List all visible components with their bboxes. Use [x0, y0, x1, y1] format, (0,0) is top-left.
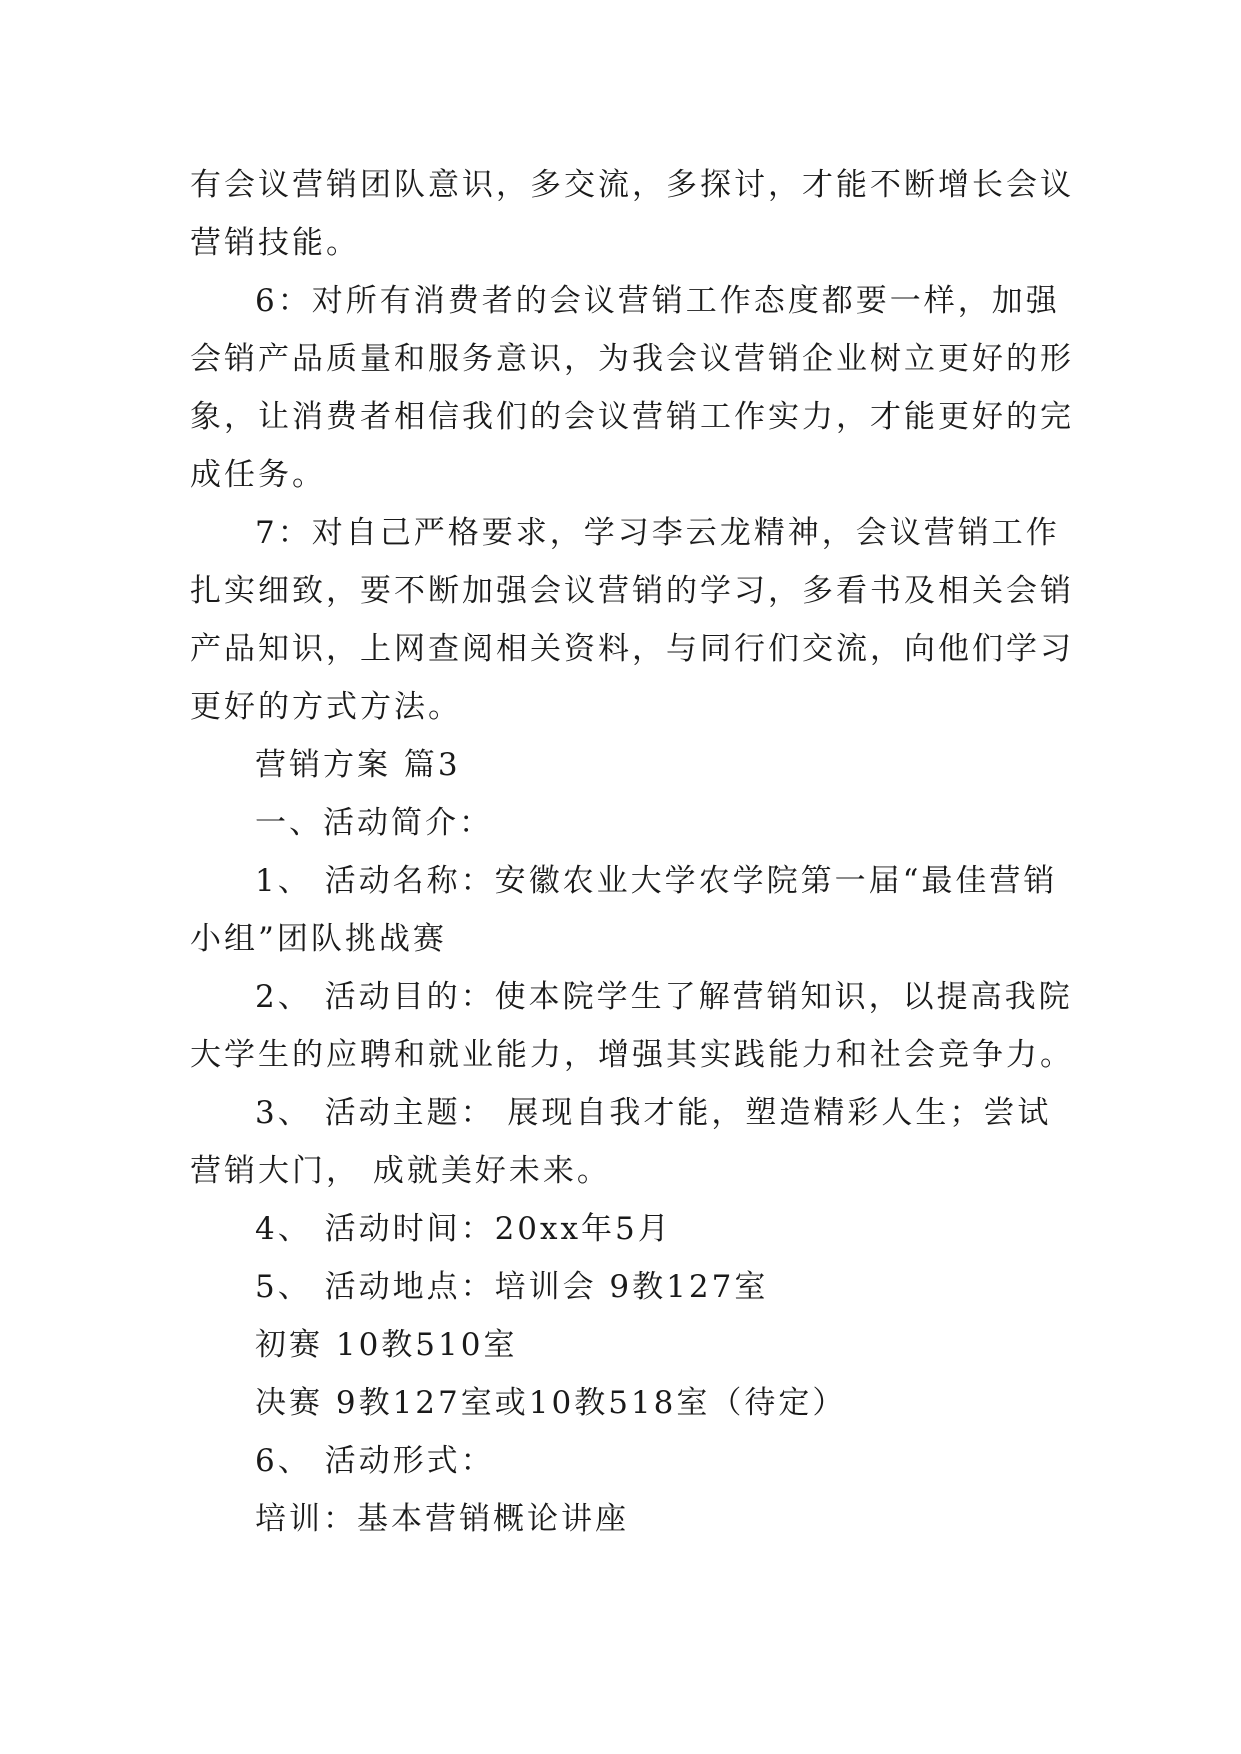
- list-item-line: 1、 活动名称：安徽农业大学农学院第一届“最佳营销: [255, 863, 1058, 899]
- list-item-line: 6、 活动形式：: [255, 1443, 495, 1479]
- list-item-line: 3、 活动主题： 展现自我才能，塑造精彩人生；尝试: [255, 1095, 1052, 1131]
- paragraph-line: 更好的方式方法。: [190, 689, 462, 725]
- list-item-line: 小组”团队挑战赛: [190, 921, 447, 957]
- paragraph-line: 会销产品质量和服务意识，为我会议营销企业树立更好的形: [190, 341, 1074, 377]
- list-item-line: 营销大门， 成就美好未来。: [190, 1153, 611, 1189]
- section-heading: 营销方案 篇3: [255, 747, 461, 783]
- subsection-heading: 一、活动简介：: [255, 805, 493, 841]
- list-item-line: 培训：基本营销概论讲座: [255, 1501, 629, 1537]
- list-item-line: 5、 活动地点：培训会 9教127室: [255, 1269, 769, 1305]
- list-item-line: 2、 活动目的：使本院学生了解营销知识，以提高我院: [255, 979, 1073, 1015]
- paragraph-line: 产品知识，上网查阅相关资料，与同行们交流，向他们学习: [190, 631, 1074, 667]
- list-item-line: 初赛 10教510室: [255, 1327, 518, 1363]
- paragraph-line: 象，让消费者相信我们的会议营销工作实力，才能更好的完: [190, 399, 1074, 435]
- paragraph-line: 成任务。: [190, 457, 326, 493]
- paragraph-line: 扎实细致，要不断加强会议营销的学习，多看书及相关会销: [190, 573, 1074, 609]
- paragraph-line: 6：对所有消费者的会议营销工作态度都要一样，加强: [255, 283, 1060, 319]
- list-item-line: 大学生的应聘和就业能力，增强其实践能力和社会竞争力。: [190, 1037, 1074, 1073]
- paragraph-line: 有会议营销团队意识，多交流，多探讨，才能不断增长会议: [190, 167, 1074, 203]
- list-item-line: 4、 活动时间：20xx年5月: [255, 1211, 672, 1247]
- list-item-line: 决赛 9教127室或10教518室（待定）: [255, 1385, 847, 1421]
- paragraph-line: 营销技能。: [190, 225, 360, 261]
- paragraph-line: 7：对自己严格要求，学习李云龙精神，会议营销工作: [255, 515, 1060, 551]
- document-body: [190, 156, 1074, 1548]
